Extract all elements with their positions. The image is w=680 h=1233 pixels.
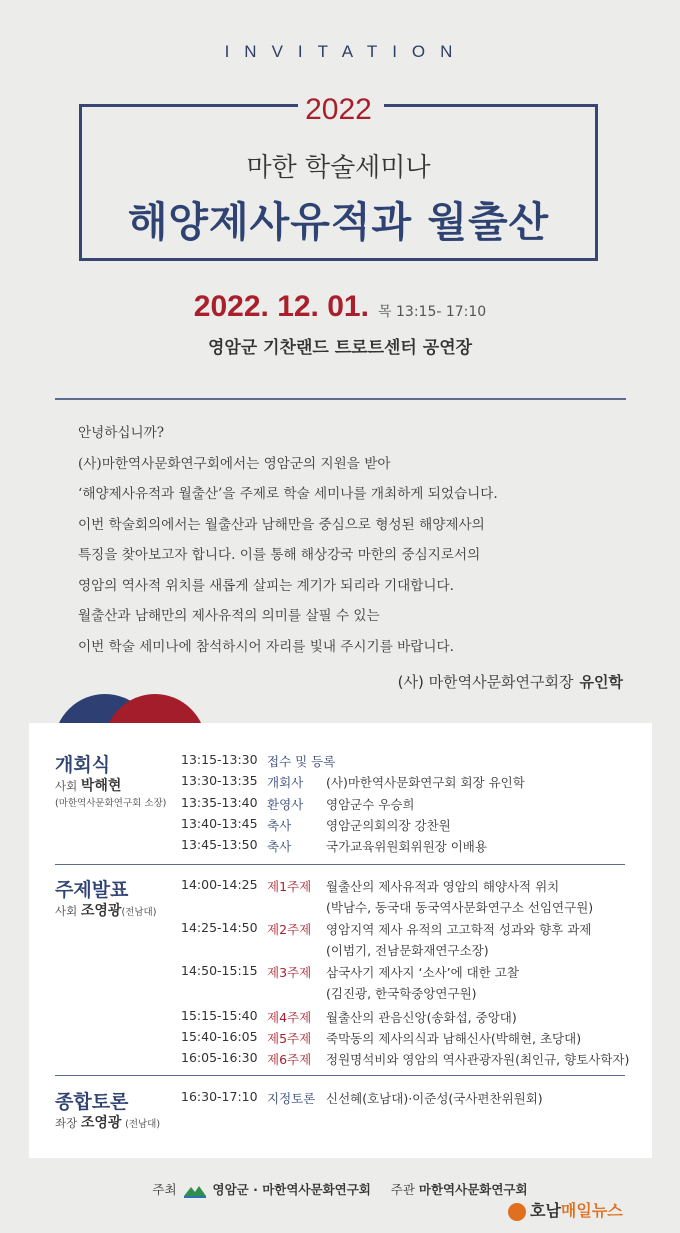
row-time: 14:00-14:25: [181, 877, 258, 892]
event-subtitle: 마한 학술세미나: [246, 153, 431, 183]
row-desc: 신선혜(호남대)·이준성(국사편찬위원회): [326, 1091, 543, 1106]
letter-line: 특징을 찾아보고자 합니다. 이를 통해 해상강국 마한의 중심지로서의: [78, 547, 481, 563]
row-time: 14:25-14:50: [181, 920, 258, 935]
section-title: 종합토론: [55, 1091, 129, 1113]
row-desc: 월출산의 관음신앙(송화섭, 중앙대): [326, 1010, 517, 1025]
row-time: 13:30-13:35: [181, 773, 258, 788]
news-brand-b: 매일뉴스: [560, 1201, 623, 1220]
section-title: 주제발표: [55, 879, 129, 901]
row-category: 환영사: [267, 797, 304, 812]
chair-org: (전남대): [125, 1119, 161, 1130]
organizer-label: 주관: [390, 1182, 415, 1197]
signature: [398, 671, 623, 692]
row-time: 13:40-13:45: [181, 816, 258, 831]
event-date: 2022. 12. 01.: [193, 290, 369, 323]
event-time: 목 13:15- 17:10: [378, 304, 487, 320]
title-box: [79, 93, 598, 261]
row-category: 제2주제: [267, 922, 312, 937]
chair-name: 조영광: [80, 903, 122, 919]
row-category: 제5주제: [267, 1031, 312, 1046]
letter-line: 이번 학술회의에서는 월출산과 남해만을 중심으로 형성된 해양제사의: [78, 516, 485, 533]
row-desc: 죽막동의 제사의식과 남해신사(박해현, 초당대): [326, 1031, 582, 1046]
row-category: 개회사: [267, 775, 304, 790]
chair: [55, 775, 121, 795]
chair-role: 사회: [55, 904, 78, 918]
event-venue: 영암군 기찬랜드 트로트센터 공연장: [207, 338, 473, 358]
row-category: 제3주제: [267, 965, 312, 980]
row-category: 지정토론: [267, 1091, 316, 1106]
row-desc: (박남수, 동국대 동국역사문화연구소 선임연구원): [326, 900, 594, 915]
letter-line: 월출산과 남해만의 제사유적의 의미를 살필 수 있는: [78, 608, 380, 624]
row-desc: 영암군의회의장 강찬원: [326, 818, 451, 833]
chair-name: 조영광: [80, 1115, 122, 1131]
row-time: 15:15-15:40: [181, 1008, 258, 1023]
event-year: 2022: [305, 93, 372, 126]
signature-name: 유인학: [579, 673, 623, 691]
row-category: 제6주제: [267, 1052, 312, 1067]
signature-org: (사) 마한역사문화연구회장: [397, 673, 574, 691]
row-time: 16:05-16:30: [181, 1050, 258, 1065]
row-time: 14:50-15:15: [181, 963, 258, 978]
row-desc: 정원명석비와 영암의 역사관광자원(최인규, 향토사학자): [326, 1052, 630, 1067]
row-time: 13:45-13:50: [181, 837, 258, 852]
row-time: 13:35-13:40: [181, 795, 258, 810]
row-desc: (김진광, 한국학중앙연구원): [326, 986, 477, 1001]
row-desc: 국가교육위원회위원장 이배용: [326, 839, 487, 854]
news-logo-icon: [508, 1203, 526, 1221]
chair: [55, 1112, 160, 1132]
row-category: 제4주제: [267, 1010, 312, 1025]
footer: [0, 1180, 680, 1198]
date-line: [0, 290, 680, 324]
letter-line: ‘해양제사유적과 월출산’을 주제로 학술 세미나를 개최하게 되었습니다.: [78, 486, 498, 502]
row-category: 접수 및 등록: [267, 754, 336, 769]
invitation-label: INVITATION: [224, 42, 468, 61]
letter-line: 이번 학술 세미나에 참석하시어 자리를 빛내 주시기를 바랍니다.: [78, 638, 454, 655]
chair-role: 좌장: [55, 1116, 78, 1130]
section-divider: [55, 1075, 625, 1076]
letter-line: 영암의 역사적 위치를 새롭게 살피는 계기가 되리라 기대합니다.: [78, 577, 454, 594]
divider: [55, 398, 626, 400]
letter-line: 안녕하십니까?: [78, 425, 165, 441]
row-desc: 영암군수 우승희: [326, 797, 415, 812]
news-watermark: [508, 1198, 623, 1221]
letter-line: (사)마한역사문화연구회에서는 영암군의 지원을 받아: [78, 455, 391, 472]
news-brand-a: 호남: [530, 1201, 561, 1220]
chair-name: 박해현: [80, 778, 122, 794]
chair: [55, 900, 156, 920]
organizer-name: 마한역사문화연구회: [418, 1182, 528, 1197]
chair-role: 사회: [55, 779, 78, 793]
row-desc: 영암지역 제사 유적의 고고학적 성과와 향후 과제: [326, 922, 592, 937]
row-desc: (이범기, 전남문화재연구소장): [326, 943, 489, 958]
chair-org: (전남대): [121, 907, 157, 918]
row-category: 축사: [267, 839, 292, 854]
schedule-panel: [29, 723, 652, 1158]
host-name: 영암군 · 마한역사문화연구회: [212, 1182, 371, 1197]
row-category: 제1주제: [267, 879, 312, 894]
row-category: 축사: [267, 818, 292, 833]
section-title: 개회식: [55, 754, 111, 776]
yeongam-logo-icon: [183, 1184, 207, 1198]
row-desc: (사)마한역사문화연구회 회장 유인학: [326, 775, 525, 790]
host-label: 주최: [152, 1182, 177, 1197]
row-desc: 월출산의 제사유적과 영암의 해양사적 위치: [326, 879, 560, 894]
section-divider: [55, 864, 625, 865]
row-desc: 삼국사기 제사지 ‘소사’에 대한 고찰: [326, 965, 519, 980]
row-time: 15:40-16:05: [181, 1029, 258, 1044]
row-time: 16:30-17:10: [181, 1089, 258, 1104]
event-main-title: 해양제사유적과 월출산: [127, 198, 550, 246]
row-time: 13:15-13:30: [181, 752, 258, 767]
greeting-letter: [78, 418, 618, 662]
chair-org: (마한역사문화연구회 소장): [55, 798, 167, 809]
